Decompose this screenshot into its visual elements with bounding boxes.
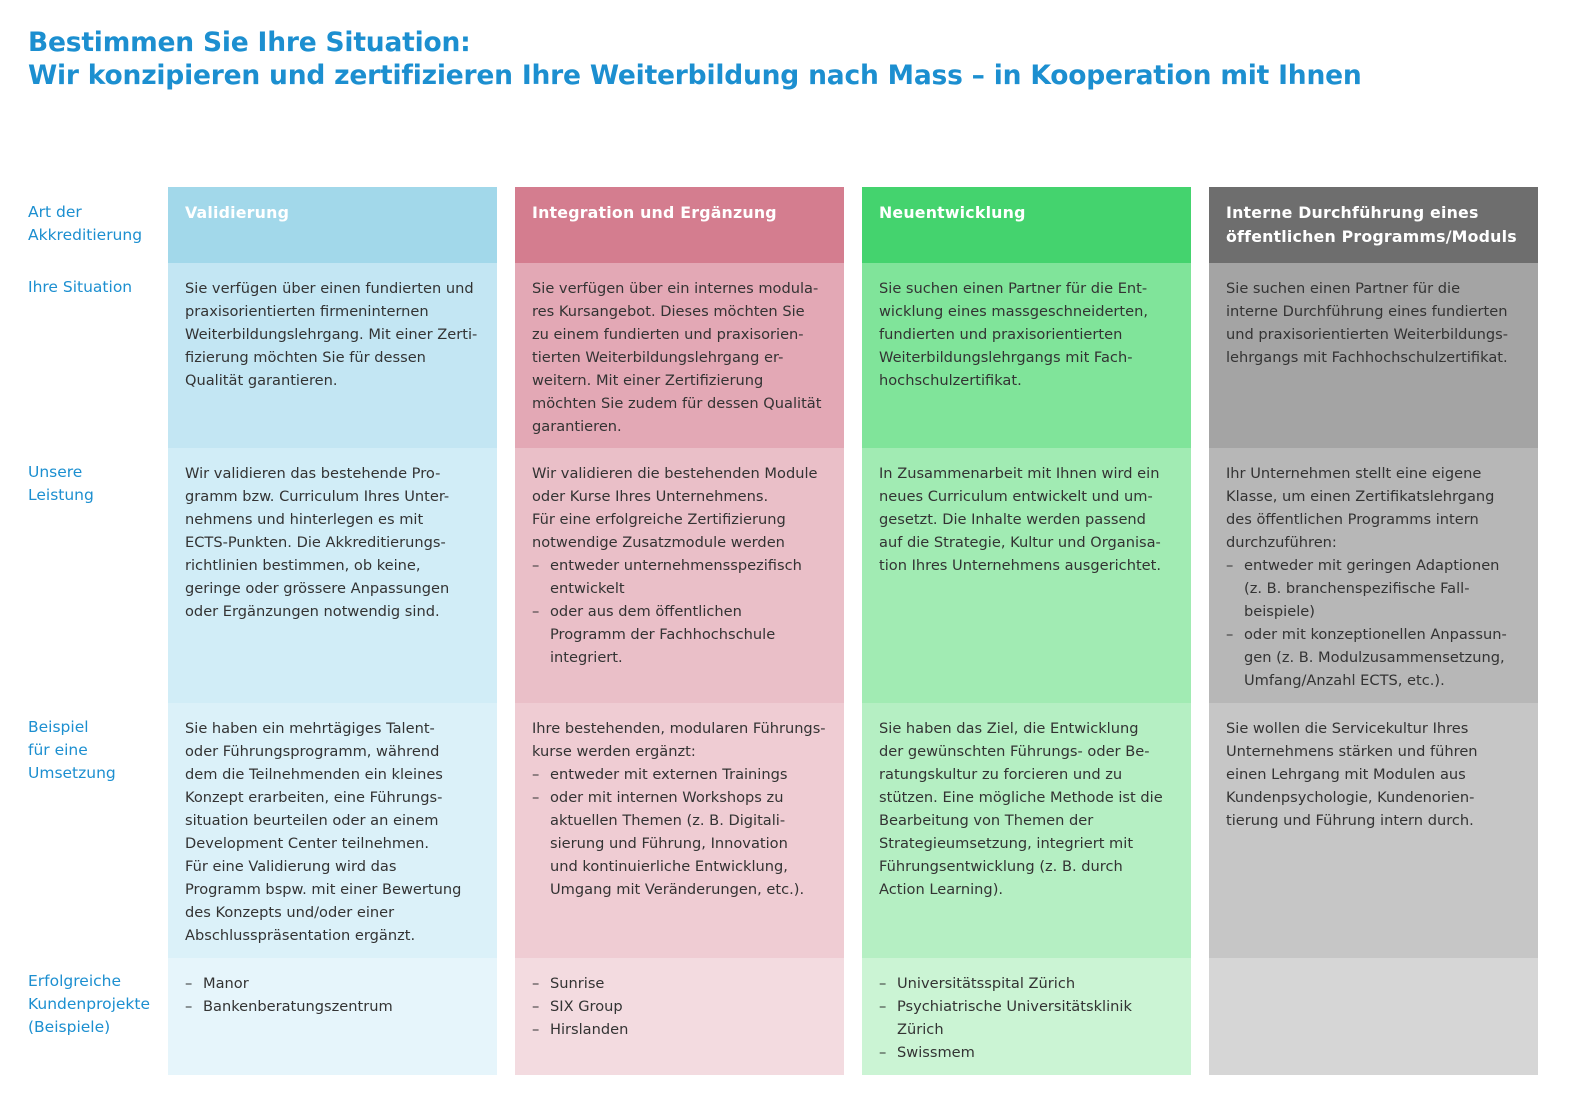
beispiel-text: Ihre bestehenden, modularen Führungs- kurse werden ergänzt: xyxy=(532,720,826,760)
list-item: – Swissmem xyxy=(879,1041,1179,1064)
list-item: – Psychiatrische Universitätsklinik Zürich xyxy=(879,995,1179,1041)
list-item: – entweder mit externen Trainings xyxy=(532,763,832,786)
leistung-text: Wir validieren das bestehende Pro- gramm bzw. Curriculum Ihres Unter- nehmens und hinterlegen es mit ECTS-Punkten. Die Akkreditierungs- richtlinien bestimmen, ob keine, geringe oder grössere Anpassungen oder Ergänzungen notwendig sind. xyxy=(185,465,450,620)
leistung-list xyxy=(532,554,832,669)
list-item: – Universitätsspital Zürich xyxy=(879,972,1179,995)
list-item: – Sunrise xyxy=(532,972,832,995)
situation-cell: Sie suchen einen Partner für die interne Durchführung eines fundierten und praxisorientierten Weiterbildungs- lehrgangs mit Fachhochschulzertifikat. xyxy=(1209,263,1538,448)
leistung-cell xyxy=(168,448,497,703)
leistung-cell xyxy=(1209,448,1538,703)
leistung-text: In Zusammenarbeit mit Ihnen wird ein neues Curriculum entwickelt und um- gesetzt. Die Inhalte werden passend auf die Strategie, Kultur und Organisa- tion Ihres Unternehmens ausgerichtet. xyxy=(879,465,1162,574)
situation-cell: Sie verfügen über ein internes modula- res Kursangebot. Dieses möchten Sie zu einem fundierten und praxisorien- tierten Weiterbildungslehrgang er- weitern. Mit einer Zertifizierung möchten Sie zudem für dessen Qualität garantieren. xyxy=(515,263,844,448)
kunden-cell xyxy=(862,958,1191,1075)
column-interne-durchfuehrung xyxy=(1209,187,1538,1075)
kunden-cell xyxy=(168,958,497,1075)
situation-cell: Sie suchen einen Partner für die Ent- wicklung eines massgeschneiderten, fundierten und praxisorientierten Weiterbildungslehrgangs mit Fach- hochschulzertifikat. xyxy=(862,263,1191,448)
row-label-situation: Ihre Situation xyxy=(28,278,133,296)
kunden-list xyxy=(879,972,1179,1064)
row-label-leistung: Unsere Leistung xyxy=(28,463,94,504)
row-label-beispiel: Beispiel für eine Umsetzung xyxy=(28,718,116,782)
column-integration xyxy=(515,187,844,1075)
kunden-cell xyxy=(515,958,844,1075)
column-validierung xyxy=(168,187,497,1075)
column-header: Integration und Ergänzung xyxy=(515,187,844,263)
beispiel-text: Sie wollen die Servicekultur Ihres Unternehmens stärken und führen einen Lehrgang mit Modulen aus Kundenpsychologie, Kundenorien- tierung und Führung intern durch. xyxy=(1226,720,1478,829)
page-title xyxy=(28,26,1362,92)
leistung-text: Ihr Unternehmen stellt eine eigene Klasse, um einen Zertifikatslehrgang des öffentlichen Programms intern durchzuführen: xyxy=(1226,465,1495,551)
leistung-cell xyxy=(515,448,844,703)
row-label-kunden: Erfolgreiche Kundenprojekte (Beispiele) xyxy=(28,972,151,1036)
column-header: Validierung xyxy=(168,187,497,263)
situation-cell: Sie verfügen über einen fundierten und praxisorientierten firmeninternen Weiterbildungslehrgang. Mit einer Zerti- fizierung möchten Sie für dessen Qualität garantieren. xyxy=(168,263,497,448)
list-item: – SIX Group xyxy=(532,995,832,1018)
leistung-cell xyxy=(862,448,1191,703)
list-item: – Hirslanden xyxy=(532,1018,832,1041)
title-line-2: Wir konzipieren und zertifizieren Ihre Weiterbildung nach Mass – in Kooperation mit Ihnen xyxy=(28,60,1362,91)
beispiel-cell xyxy=(515,703,844,958)
beispiel-list xyxy=(532,763,832,901)
leistung-text: Wir validieren die bestehenden Module oder Kurse Ihres Unternehmens. Für eine erfolgreiche Zertifizierung notwendige Zusatzmodule werden xyxy=(532,465,818,551)
list-item: – oder aus dem öffentlichen Programm der Fachhochschule integriert. xyxy=(532,600,832,669)
beispiel-text: Sie haben das Ziel, die Entwicklung der gewünschten Führungs- oder Be- ratungskultur zu forcieren und zu stützen. Eine mögliche Methode ist die Bearbeitung von Themen der Strategieumsetzung, integriert mit Führungsentwicklung (z. B. durch Action Learning). xyxy=(879,720,1163,898)
beispiel-cell xyxy=(862,703,1191,958)
kunden-list xyxy=(185,972,485,1018)
column-header: Interne Durchführung eines öffentlichen Programms/Moduls xyxy=(1209,187,1538,263)
beispiel-cell xyxy=(1209,703,1538,958)
beispiel-text: Sie haben ein mehrtägiges Talent- oder Führungsprogramm, während dem die Teilnehmenden ein kleines Konzept erarbeiten, eine Führungs- situation beurteilen oder an einem Development Center teilnehmen. Für eine Validierung wird das Programm bspw. mit einer Bewertung des Konzepts und/oder einer Abschlusspräsentation ergänzt. xyxy=(185,720,462,944)
leistung-list xyxy=(1226,554,1526,692)
list-item: – oder mit konzeptionellen Anpassun- gen (z. B. Modulzusammensetzung, Umfang/Anzahl ECTS, etc.). xyxy=(1226,623,1526,692)
column-header: Neuentwicklung xyxy=(862,187,1191,263)
list-item: – Bankenberatungszentrum xyxy=(185,995,485,1018)
list-item: – Manor xyxy=(185,972,485,995)
column-neuentwicklung xyxy=(862,187,1191,1075)
title-line-1: Bestimmen Sie Ihre Situation: xyxy=(28,27,471,58)
kunden-list xyxy=(532,972,832,1041)
row-label-art: Art der Akkreditierung xyxy=(28,203,143,244)
list-item: – entweder mit geringen Adaptionen (z. B. branchenspezifische Fall- beispiele) xyxy=(1226,554,1526,623)
list-item: – oder mit internen Workshops zu aktuellen Themen (z. B. Digitali- sierung und Führung, Innovation und kontinuierliche Entwicklung, Umgang mit Veränderungen, etc.). xyxy=(532,786,832,901)
kunden-cell xyxy=(1209,958,1538,1075)
beispiel-cell xyxy=(168,703,497,958)
list-item: – entweder unternehmensspezifisch entwickelt xyxy=(532,554,832,600)
